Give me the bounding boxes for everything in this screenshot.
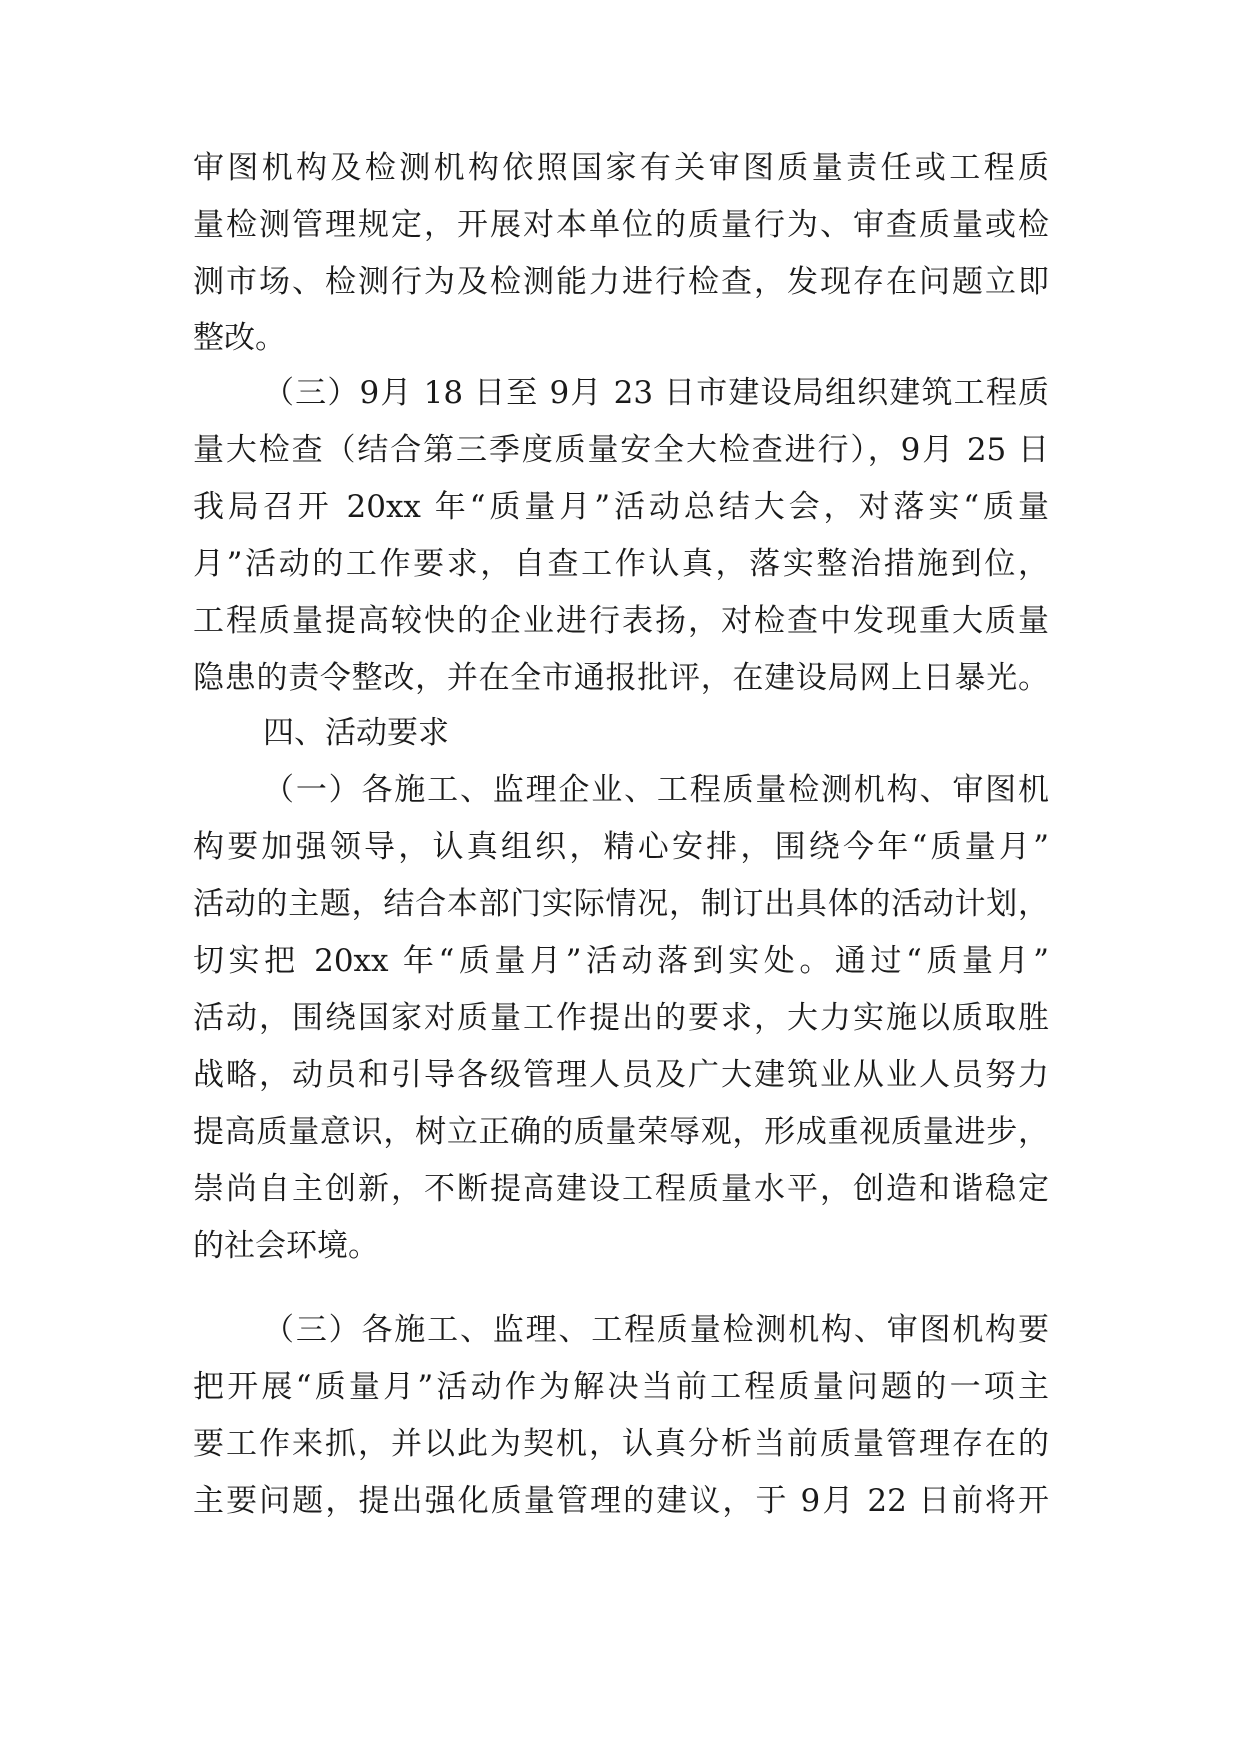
text-line: （一）各施工、监理企业、工程质量检测机构、审图机 [263,772,1049,808]
text-line: 切实把 20xx 年“质量月”活动落到实处。通过“质量月” [193,943,1049,979]
text-line: 活动的主题，结合本部门实际情况，制订出具体的活动计划， [193,886,1049,922]
text-line: 把开展“质量月”活动作为解决当前工程质量问题的一项主 [193,1369,1049,1405]
text-line: 崇尚自主创新，不断提高建设工程质量水平，创造和谐稳定 [193,1171,1049,1207]
text-line: 的社会环境。 [193,1228,379,1264]
text-line: 隐患的责令整改，并在全市通报批评，在建设局网上日暴光。 [193,660,1049,696]
text-line: 我局召开 20xx 年“质量月”活动总结大会，对落实“质量 [193,489,1049,525]
text-line: 整改。 [193,320,286,356]
text-line: （三）各施工、监理、工程质量检测机构、审图机构要 [263,1312,1049,1348]
text-line: 月”活动的工作要求，自查工作认真，落实整治措施到位， [193,546,1049,582]
text-line: 量检测管理规定，开展对本单位的质量行为、审查质量或检 [193,207,1049,243]
text-line: 工程质量提高较快的企业进行表扬，对检查中发现重大质量 [193,603,1049,639]
text-line: 审图机构及检测机构依照国家有关审图质量责任或工程质 [193,150,1049,186]
text-line: 主要问题，提出强化质量管理的建议，于 9月 22 日前将开 [193,1483,1049,1519]
text-line: 量大检查（结合第三季度质量安全大检查进行），9月 25 日 [193,432,1049,468]
section-heading: 四、活动要求 [263,715,449,751]
text-line: 要工作来抓，并以此为契机，认真分析当前质量管理存在的 [193,1426,1049,1462]
text-line: （三）9月 18 日至 9月 23 日市建设局组织建筑工程质 [263,375,1049,411]
text-line: 战略，动员和引导各级管理人员及广大建筑业从业人员努力 [193,1057,1049,1093]
text-line: 构要加强领导，认真组织，精心安排，围绕今年“质量月” [193,829,1049,865]
text-line: 活动，围绕国家对质量工作提出的要求，大力实施以质取胜 [193,1000,1049,1036]
text-line: 测市场、检测行为及检测能力进行检查，发现存在问题立即 [193,264,1049,300]
text-line: 提高质量意识，树立正确的质量荣辱观，形成重视质量进步， [193,1114,1049,1150]
